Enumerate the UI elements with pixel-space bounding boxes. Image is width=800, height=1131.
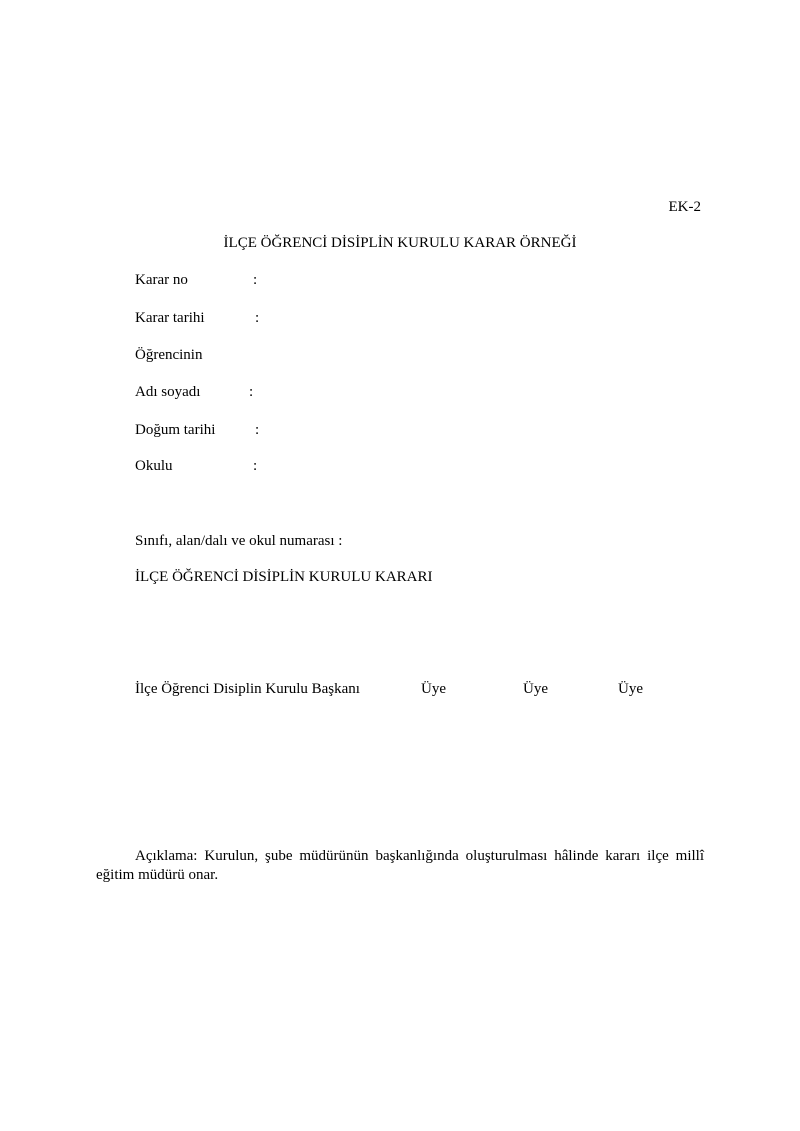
signature-member-1: Üye (421, 681, 446, 697)
dogum-tarihi-colon: : (255, 422, 260, 438)
adi-soyadi-label: Adı soyadı (135, 384, 201, 400)
decision-heading: İLÇE ÖĞRENCİ DİSİPLİN KURULU KARARI (135, 569, 433, 585)
karar-no-label: Karar no (135, 272, 188, 288)
adi-soyadi-colon: : (249, 384, 254, 400)
annex-label: EK-2 (668, 199, 701, 215)
karar-tarihi-label: Karar tarihi (135, 310, 205, 326)
class-info-label: Sınıfı, alan/dalı ve okul numarası : (135, 533, 343, 549)
signature-member-2: Üye (523, 681, 548, 697)
okulu-label: Okulu (135, 458, 173, 474)
signature-president: İlçe Öğrenci Disiplin Kurulu Başkanı (135, 681, 360, 697)
okulu-colon: : (253, 458, 258, 474)
karar-no-colon: : (253, 272, 258, 288)
ogrencinin-label: Öğrencinin (135, 347, 203, 363)
karar-tarihi-colon: : (255, 310, 260, 326)
dogum-tarihi-label: Doğum tarihi (135, 422, 216, 438)
explanatory-note: Açıklama: Kurulun, şube müdürünün başkanlığında oluşturulması hâlinde kararı ilçe millî eğitim müdürü onar. (96, 848, 704, 883)
signature-member-3: Üye (618, 681, 643, 697)
document-title: İLÇE ÖĞRENCİ DİSİPLİN KURULU KARAR ÖRNEĞİ (223, 235, 577, 251)
